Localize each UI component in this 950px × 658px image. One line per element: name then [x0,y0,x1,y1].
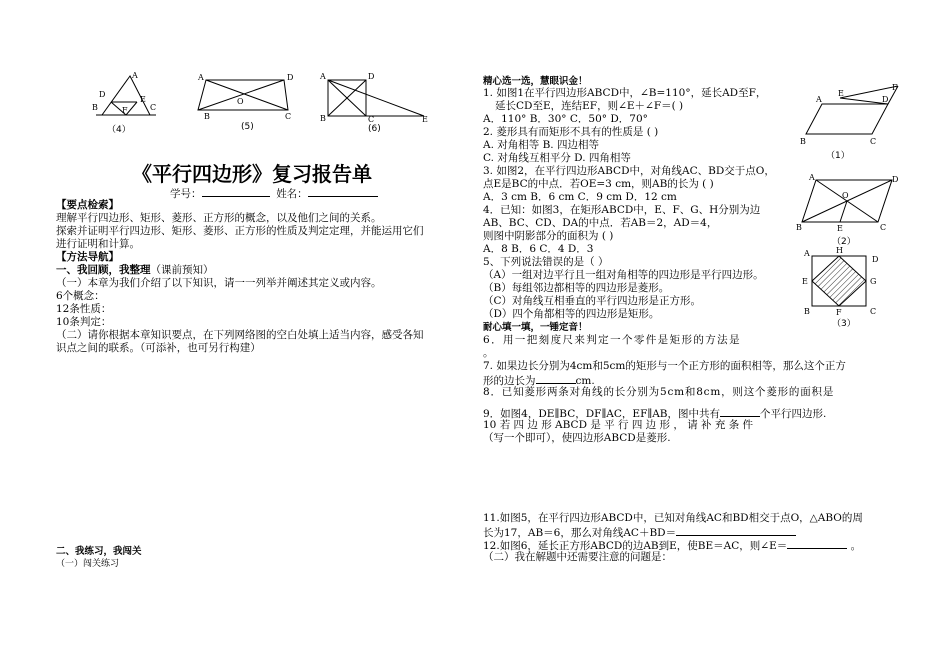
figure-6 [318,70,434,122]
q11-line-1: 11.如图5，在平行四边形ABCD中，已知对角线AC和BD相交于点O，△ABO的周 [483,512,863,524]
fig1-label-e: E [838,89,844,98]
q7-text-b: cm. [575,375,595,387]
fig3-label-e: E [802,277,808,286]
q4-line-2: AB、BC、CD、DA的中点．若AB＝2，AD＝4， [483,217,718,229]
fig5-caption: (5) [241,122,254,132]
key-points-line-2: 探索并证明平行四边形、矩形、菱形、正方形的性质及判定定理，并能运用它们 [56,225,424,237]
page-title: 《平行四边形》复习报告单 [132,162,372,186]
fig1-label-c: C [870,137,877,146]
q10-line-2: （写一个即可），使四边形ABCD是菱形. [483,432,671,444]
q3-line-2: 点E是BC的中点．若OE=3 cm，则AB的长为 ( ) [483,178,714,190]
fig3-label-h: H [836,246,843,255]
q9-text-b: 个平行四边形. [760,408,827,420]
fig4-label-f: F [122,106,128,115]
fig2-label-a: A [809,173,815,182]
fig4-caption: （4） [107,125,131,135]
student-id-field[interactable] [202,186,270,197]
q7-answer-field[interactable] [536,373,576,384]
q12-text: 12.如图6，延长正方形ABCD的边AB到E，使BE＝AC，则∠E＝ [483,540,788,552]
notes-question-line: （二）我在解题中还需要注意的问题是： [483,551,672,563]
section-review-heading [56,264,214,277]
fig6-label-c: C [368,115,375,122]
section-key-points-heading: 【要点检索】 [56,199,119,211]
q5-option-d: （D）四个角都相等的四边形是矩形。 [483,308,660,320]
student-info-line [170,186,378,201]
fig4-label-e: E [140,95,146,104]
fill-in-heading: 耐心填一填，一锤定音！ [483,322,588,333]
q3-options: A．3 cm B．6 cm C．9 cm D．12 cm [483,191,677,203]
q4-options: A．8 B．6 C．4 D．3 [483,243,594,255]
fig4-label-a: A [132,71,138,80]
q8-line: 8．已知菱形两条对角线的长分别为5cm和8cm，则这个菱形的面积是 [483,386,835,398]
fig4-label-c: C [150,103,157,112]
figure-3 [798,244,886,316]
q4-line-1: 4．已知：如图3，在矩形ABCD中，E、F、G、H分别为边 [483,204,761,216]
fig3-caption: （3） [832,319,856,329]
q10-line-1: 10 若 四 边 形 ABCD 是 平 行 四 边 形 ， 请 补 充 条 件 [483,419,754,431]
q5-option-b: （B）每组邻边都相等的四边形是菱形。 [483,282,670,294]
fig2-label-c: C [880,223,887,232]
fig3-label-g: G [870,277,877,286]
practice-sub-1: （一）闯关练习 [56,559,120,569]
fig2-label-b: B [796,223,802,232]
fig6-caption: (6) [368,124,381,134]
q7-line-1: 7. 如果边长分别为4cm和5cm的矩形与一个正方形的面积相等，那么这个正方 [483,360,846,372]
q11-answer-field[interactable] [676,525,796,536]
review-heading-note: （课前预知） [150,264,214,276]
q12-end: 。 [850,540,862,552]
multiple-choice-heading: 精心选一选，慧眼识金！ [483,76,588,87]
review-sub-1: （一）本章为我们介绍了以下知识，请一一列举并阐述其定义或内容。 [56,277,382,289]
fig1-caption: （1） [826,151,850,161]
q6-line: 6．用一把刻度尺来判定一个零件是矩形的方法是 [483,334,741,346]
fig4-label-d: D [99,90,106,99]
student-name-field[interactable] [308,186,378,197]
fig1-label-a: A [816,95,822,104]
fig5-label-d: D [287,73,294,82]
fig1-label-b: B [800,137,806,146]
fig5-label-a: A [198,73,204,82]
fig5-label-o: O [237,97,244,106]
q1-options: A．110° B．30° C．50° D．70° [483,113,648,125]
section-practice-heading: 二、我练习，我闯关 [56,546,142,557]
fig1-label-d: D [882,95,889,104]
fig3-label-c: C [870,307,877,316]
figure-4 [92,70,162,120]
section-method-heading: 【方法导航】 [56,251,119,263]
fig1-label-f: F [892,83,898,92]
q5-line-1: 5、下列说法错误的是（ ） [483,256,609,268]
q3-line-1: 3. 如图2，在平行四边形ABCD中，对角线AC、BD交于点O， [483,165,775,177]
properties-line: 12条性质： [56,303,112,315]
q2-options-2: C. 对角线互相平分 D. 四角相等 [483,152,631,164]
figure-2 [796,172,900,232]
fig6-label-d: D [368,72,375,81]
review-heading-text: 一、我回顾，我整理 [56,264,151,276]
key-points-line-3: 进行证明和计算。 [56,238,140,250]
fig3-label-f: F [836,308,842,316]
q2-line-1: 2. 菱形具有而矩形不具有的性质是 ( ) [483,126,659,138]
fig6-label-a: A [320,72,326,81]
q5-option-a: （A）一组对边平行且一组对角相等的四边形是平行四边形。 [483,269,764,281]
q2-options-1: A. 对角相等 B. 四边相等 [483,139,599,151]
q9-text-a: 9．如图4，DE∥BC，DF∥AC，EF∥AB，图中共有 [483,408,721,420]
fig4-label-b: B [92,103,98,112]
q7-text-a: 形的边长为 [483,375,536,387]
fig5-label-c: C [285,112,292,120]
q6-end: 。 [483,347,494,359]
fig3-label-a: A [804,249,810,258]
fig2-label-o: O [842,191,849,200]
review-sub-2-line-2: 识点之间的联系。（可添补，也可另行构建） [56,342,261,354]
criteria-line: 10条判定： [56,316,112,328]
fig6-label-b: B [320,114,326,122]
q11-text: 长为17，AB＝6，那么对角线AC＋BD＝ [483,527,677,539]
key-points-line-1: 理解平行四边形、矩形、菱形、正方形的概念，以及他们之间的关系。 [56,212,382,224]
q9-answer-field[interactable] [720,406,760,417]
student-id-label: 学号： [170,188,202,200]
q5-option-c: （C）对角线互相垂直的平行四边形是正方形。 [483,295,702,307]
fig3-label-d: D [872,255,879,264]
fig2-caption: （2） [832,237,856,247]
fig2-label-e: E [837,224,843,232]
figure-5 [190,72,300,120]
q12-answer-field[interactable] [787,538,847,549]
fig5-label-b: B [204,112,210,120]
student-name-label: 姓名： [276,188,308,200]
review-sub-2-line-1: （二）请你根据本章知识要点，在下列网络图的空白处填上适当内容，感受各知 [56,329,424,341]
q1-line-2: 延长CD至E，连结EF，则∠E＋∠F＝( ) [495,100,684,112]
fig6-label-e: E [422,115,428,122]
concepts-line: 6个概念： [56,290,105,302]
q4-line-3: 则图中阴影部分的面积为 ( ) [483,230,614,242]
fig2-label-d: D [892,175,899,184]
fig3-label-b: B [804,307,810,316]
q1-line-1: 1. 如图1在平行四边形ABCD中，∠B=110°，延长AD至F， [483,87,767,99]
figure-1 [800,82,900,148]
